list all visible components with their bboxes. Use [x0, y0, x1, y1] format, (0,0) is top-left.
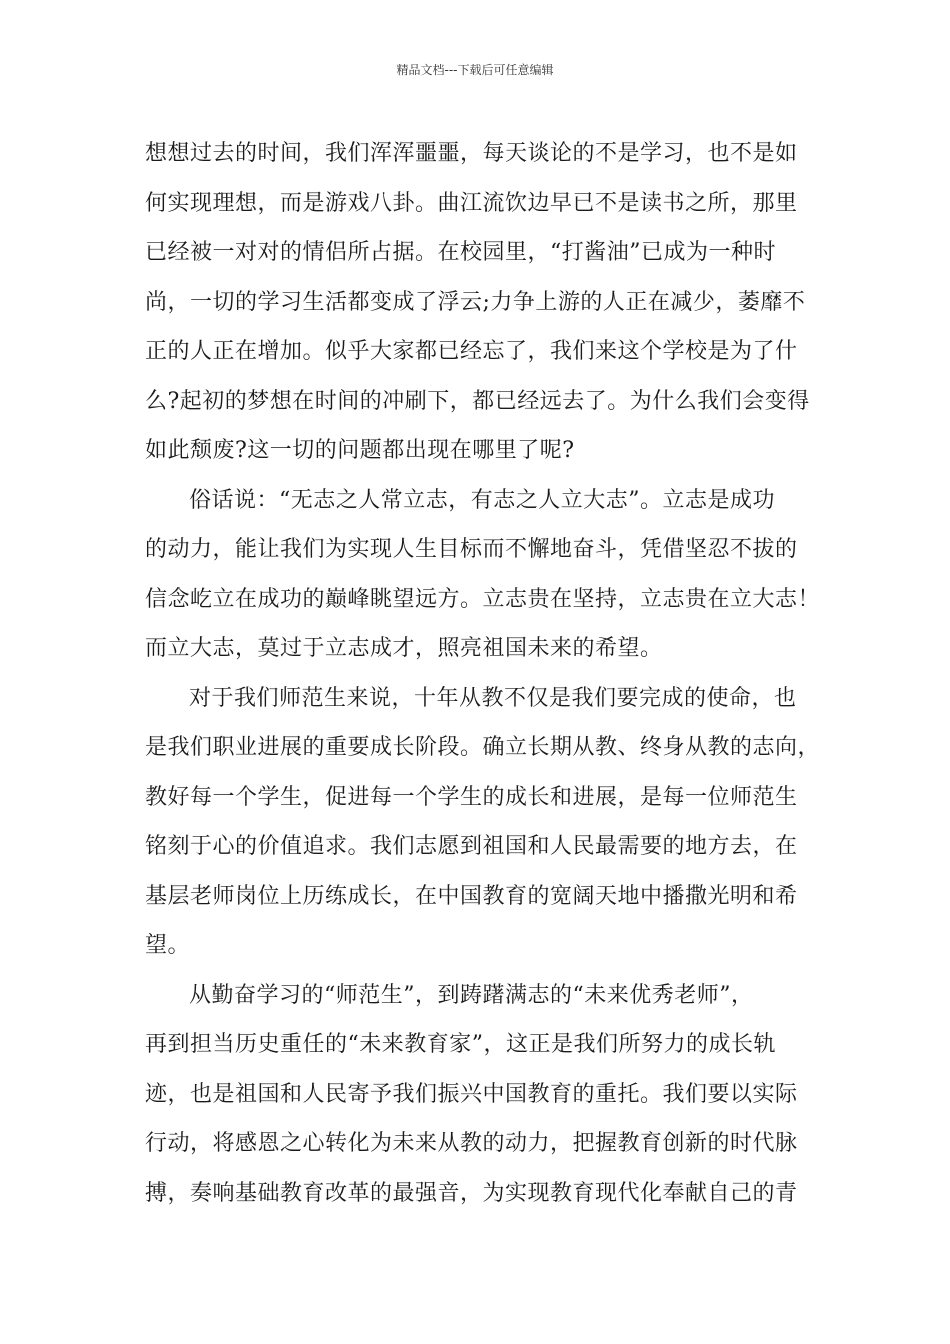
text-line: 尚，一切的学习生活都变成了浮云;力争上游的人正在减少，萎靡不 [145, 289, 806, 315]
text-line: 已经被一对对的情侣所占据。在校园里，“打酱油”已成为一种时 [145, 240, 776, 265]
text-line: 教好每一个学生，促进每一个学生的成长和进展，是每一位师范生 [145, 784, 798, 810]
text-line: 的动力，能让我们为实现人生目标而不懈地奋斗，凭借坚忍不拔的 [145, 537, 798, 562]
text-line: 搏，奏响基础教育改革的最强音，为实现教育现代化奉献自己的青 [145, 1180, 798, 1206]
paragraph [145, 129, 835, 476]
paragraph [145, 971, 835, 1219]
text-line: 么?起初的梦想在时间的冲刷下，都已经远去了。为什么我们会变得 [145, 388, 810, 414]
text-line: 何实现理想，而是游戏八卦。曲江流饮边早已不是读书之所，那里 [145, 190, 798, 216]
text-line: 迹，也是祖国和人民寄予我们振兴中国教育的重托。我们要以实际 [145, 1081, 798, 1107]
paragraph [145, 476, 835, 674]
text-line: 从勤奋学习的“师范生”，到踌躇满志的“未来优秀老师”， [189, 982, 754, 1008]
text-line: 铭刻于心的价值追求。我们志愿到祖国和人民最需要的地方去，在 [145, 834, 798, 859]
text-line: 望。 [145, 933, 191, 958]
text-line: 如此颓废?这一切的问题都出现在哪里了呢? [145, 438, 575, 463]
document-body [145, 129, 835, 1218]
text-line: 再到担当历史重任的“未来教育家”，这正是我们所努力的成长轨 [145, 1032, 776, 1057]
text-line: 想想过去的时间，我们浑浑噩噩，每天谈论的不是学习，也不是如 [145, 141, 798, 166]
text-line: 基层老师岗位上历练成长，在中国教育的宽阔天地中播撒光明和希 [145, 883, 798, 909]
paragraph [145, 674, 835, 971]
text-line: 行动，将感恩之心转化为未来从教的动力，把握教育创新的时代脉 [145, 1131, 798, 1156]
text-line: 而立大志，莫过于立志成才，照亮祖国未来的希望。 [145, 636, 663, 661]
text-line: 俗话说：“无志之人常立志，有志之人立大志”。立志是成功 [189, 487, 775, 513]
text-line: 对于我们师范生来说，十年从教不仅是我们要完成的使命，也 [189, 685, 797, 711]
page-header: 精品文档---下载后可任意编辑 [396, 63, 554, 77]
text-line: 正的人正在增加。似乎大家都已经忘了，我们来这个学校是为了什 [145, 339, 798, 364]
text-line: 是我们职业进展的重要成长阶段。确立长期从教、终身从教的志向， [145, 735, 821, 760]
text-line: 信念屹立在成功的巅峰眺望远方。立志贵在坚持，立志贵在立大志！ [145, 586, 821, 612]
